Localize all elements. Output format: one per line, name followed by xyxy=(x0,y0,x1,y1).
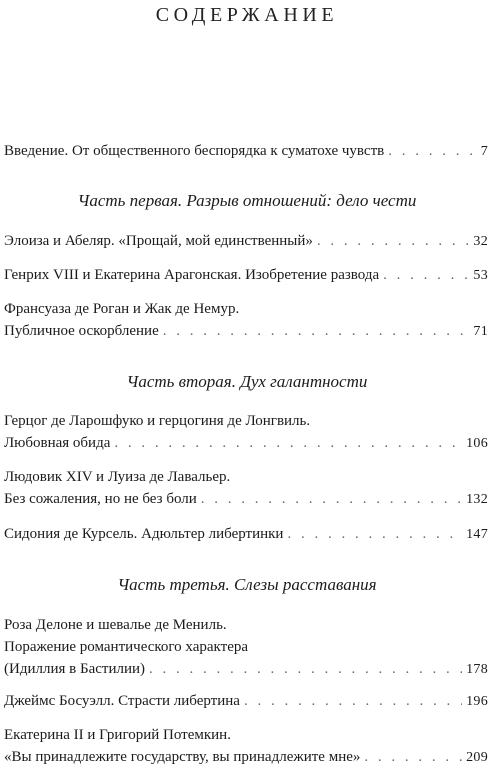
dot-leader xyxy=(287,523,462,545)
toc-entry-title: Введение. От общественного беспорядка к суматохе чувств xyxy=(4,143,385,159)
toc-entry[interactable] xyxy=(4,466,488,511)
toc-entry-title: (Идиллия в Бастилии) xyxy=(4,661,146,677)
toc-entry-title: Без сожаления, но не без боли xyxy=(4,491,197,507)
dot-leader xyxy=(317,230,470,252)
toc-entry-title: Элоиза и Абеляр. «Прощай, мой единственный» xyxy=(4,233,313,249)
dot-leader xyxy=(388,140,476,162)
toc-entry[interactable] xyxy=(4,724,488,769)
part-heading: Часть вторая. Дух галантности xyxy=(126,372,368,391)
toc-page-number: 209 xyxy=(466,750,488,765)
toc-entry-title: «Вы принадлежите государству, вы принадлежите мне» xyxy=(4,749,361,765)
toc-entry[interactable] xyxy=(4,690,488,713)
toc-page-number: 132 xyxy=(466,492,488,507)
toc-entry-title: Екатерина II и Григорий Потемкин. xyxy=(4,727,231,743)
toc-entry-title: Сидония де Курсель. Адюльтер либертинки xyxy=(4,526,284,542)
toc-entry[interactable] xyxy=(4,410,488,455)
toc-entry-title: Герцог де Ларошфуко и герцогиня де Лонгвиль. xyxy=(4,413,311,429)
toc-entry[interactable] xyxy=(4,230,488,253)
part-heading: Часть первая. Разрыв отношений: дело чести xyxy=(77,191,417,210)
dot-leader xyxy=(244,690,462,712)
toc-entry-intro[interactable] xyxy=(4,140,488,163)
toc-entry[interactable] xyxy=(4,264,488,287)
toc-page-number: 7 xyxy=(480,144,488,159)
toc-entry[interactable] xyxy=(4,298,488,343)
dot-leader xyxy=(114,432,462,454)
toc-entry-title: Людовик XIV и Луиза де Лавальер. xyxy=(4,469,231,485)
toc-entry-title: Любовная обида xyxy=(4,435,111,451)
toc-entry-title: Роза Делоне и шевалье де Мениль. xyxy=(4,617,227,633)
toc-page-number: 196 xyxy=(466,694,488,709)
dot-leader xyxy=(364,746,462,768)
toc-page-number: 71 xyxy=(473,324,488,339)
toc-entry-title: Генрих VIII и Екатерина Арагонская. Изобретение развода xyxy=(4,267,380,283)
dot-leader xyxy=(149,658,462,680)
toc-page-number: 53 xyxy=(473,268,488,283)
toc-page-number: 147 xyxy=(466,527,488,542)
toc-entry[interactable] xyxy=(4,614,488,681)
toc-entry-title: Джеймс Босуэлл. Страсти либертина xyxy=(4,693,240,709)
toc-entry-title: Поражение романтического характера xyxy=(4,639,249,655)
part-heading: Часть третья. Слезы расставания xyxy=(117,575,377,594)
dot-leader xyxy=(163,320,470,342)
toc-entry[interactable] xyxy=(4,523,488,546)
toc-page-number: 32 xyxy=(473,234,488,249)
dot-leader xyxy=(383,264,469,286)
toc-entry-title: Публичное оскорбление xyxy=(4,323,159,339)
page-title: СОДЕРЖАНИЕ xyxy=(155,4,339,26)
toc-page-number: 106 xyxy=(466,436,488,451)
toc-entry-title: Франсуаза де Роган и Жак де Немур. xyxy=(4,301,240,317)
dot-leader xyxy=(201,488,462,510)
toc-page-number: 178 xyxy=(466,662,488,677)
